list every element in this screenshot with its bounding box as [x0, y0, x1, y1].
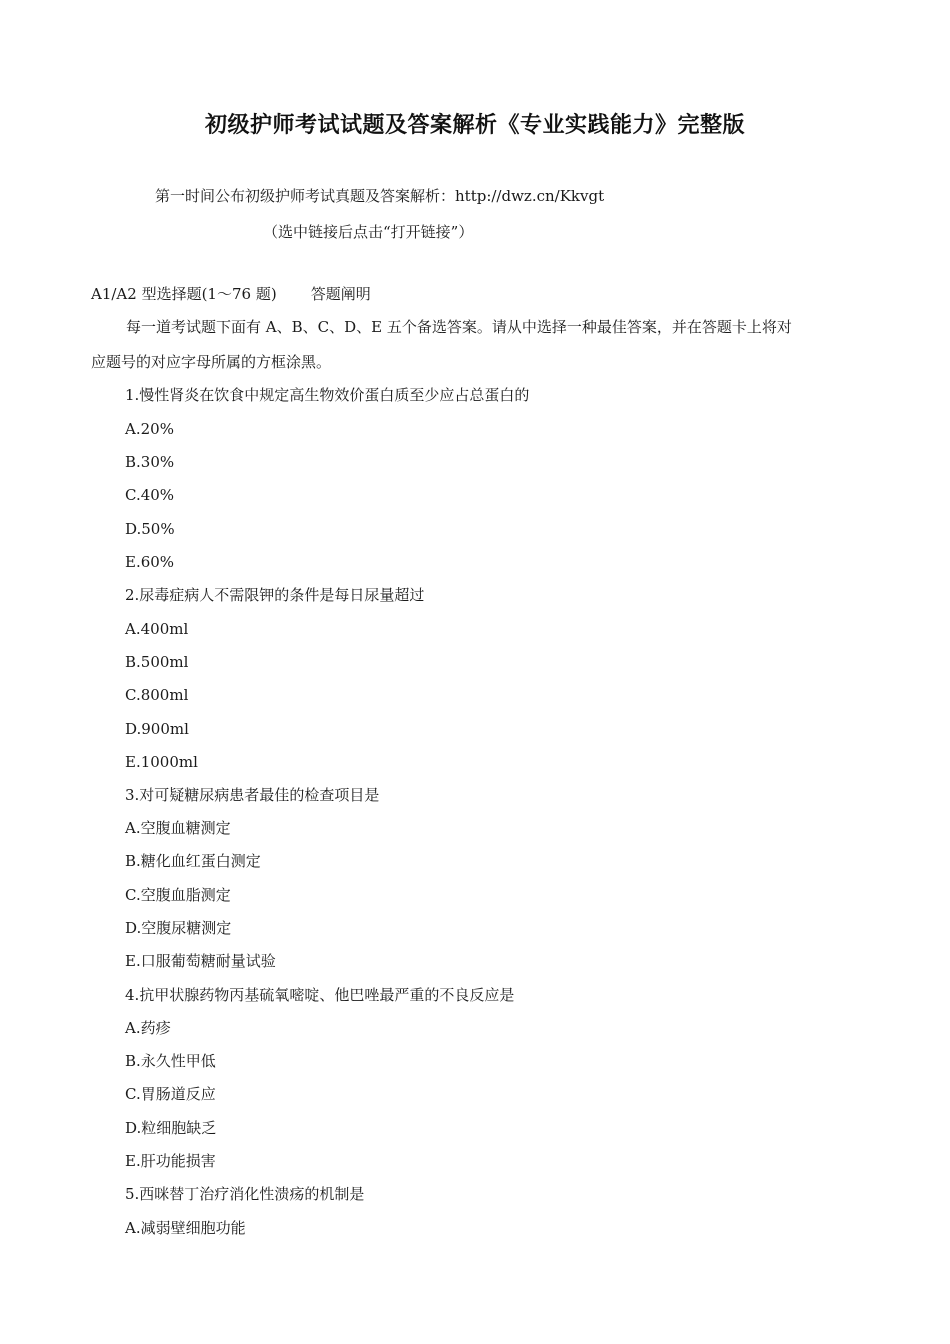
document-title: 初级护师考试试题及答案解析《专业实践能力》完整版 — [204, 113, 745, 138]
answer-option: E.60% — [125, 553, 175, 571]
answer-option: C.空腹血脂测定 — [125, 886, 231, 904]
answer-option: A.减弱壁细胞功能 — [125, 1219, 246, 1237]
source-link-line: 第一时间公布初级护师考试真题及答案解析：http://dwz.cn/Kkvgt — [155, 187, 605, 205]
answer-option: C.40% — [125, 486, 175, 504]
answer-option: A.400ml — [125, 620, 189, 638]
answer-option: B.永久性甲低 — [125, 1052, 216, 1070]
answer-option: A.空腹血糖测定 — [125, 819, 231, 837]
answer-option: E.肝功能损害 — [125, 1152, 216, 1170]
answer-option: C.800ml — [125, 686, 189, 704]
answer-option: D.空腹尿糖测定 — [125, 919, 232, 937]
answer-option: A.药疹 — [125, 1019, 171, 1037]
answer-option: D.900ml — [125, 720, 189, 738]
section-note: 答题阐明 — [310, 285, 371, 303]
question-stem: 3.对可疑糖尿病患者最佳的检查项目是 — [125, 786, 380, 804]
answer-option: B.500ml — [125, 653, 189, 671]
answer-option: E.口服葡萄糖耐量试验 — [125, 952, 276, 970]
answer-option: C.胃肠道反应 — [125, 1085, 216, 1103]
answer-option: B.30% — [125, 453, 175, 471]
answer-option: A.20% — [125, 420, 174, 438]
answer-option: D.粒细胞缺乏 — [125, 1119, 217, 1137]
answer-option: E.1000ml — [125, 753, 198, 771]
question-stem: 4.抗甲状腺药物丙基硫氧嘧啶、他巴唑最严重的不良反应是 — [125, 986, 515, 1004]
section-heading — [91, 284, 371, 304]
instructions-line-2: 应题号的对应字母所属的方框涂黑。 — [91, 353, 332, 371]
section-title: A1/A2 型选择题(1～76 题) — [91, 285, 277, 303]
question-stem: 2.尿毒症病人不需限钾的条件是每日尿量超过 — [125, 586, 425, 604]
question-stem: 5.西咪替丁治疗消化性溃疡的机制是 — [125, 1185, 365, 1203]
question-stem: 1.慢性肾炎在饮食中规定高生物效价蛋白质至少应占总蛋白的 — [125, 386, 530, 404]
answer-option: D.50% — [125, 520, 175, 538]
answer-option: B.糖化血红蛋白测定 — [125, 852, 261, 870]
instructions-line-1: 每一道考试题下面有 A、B、C、D、E 五个备选答案。请从中选择一种最佳答案，并在答题卡上将对 — [126, 318, 792, 336]
link-hint-line: （选中链接后点击“打开链接”） — [263, 223, 474, 241]
